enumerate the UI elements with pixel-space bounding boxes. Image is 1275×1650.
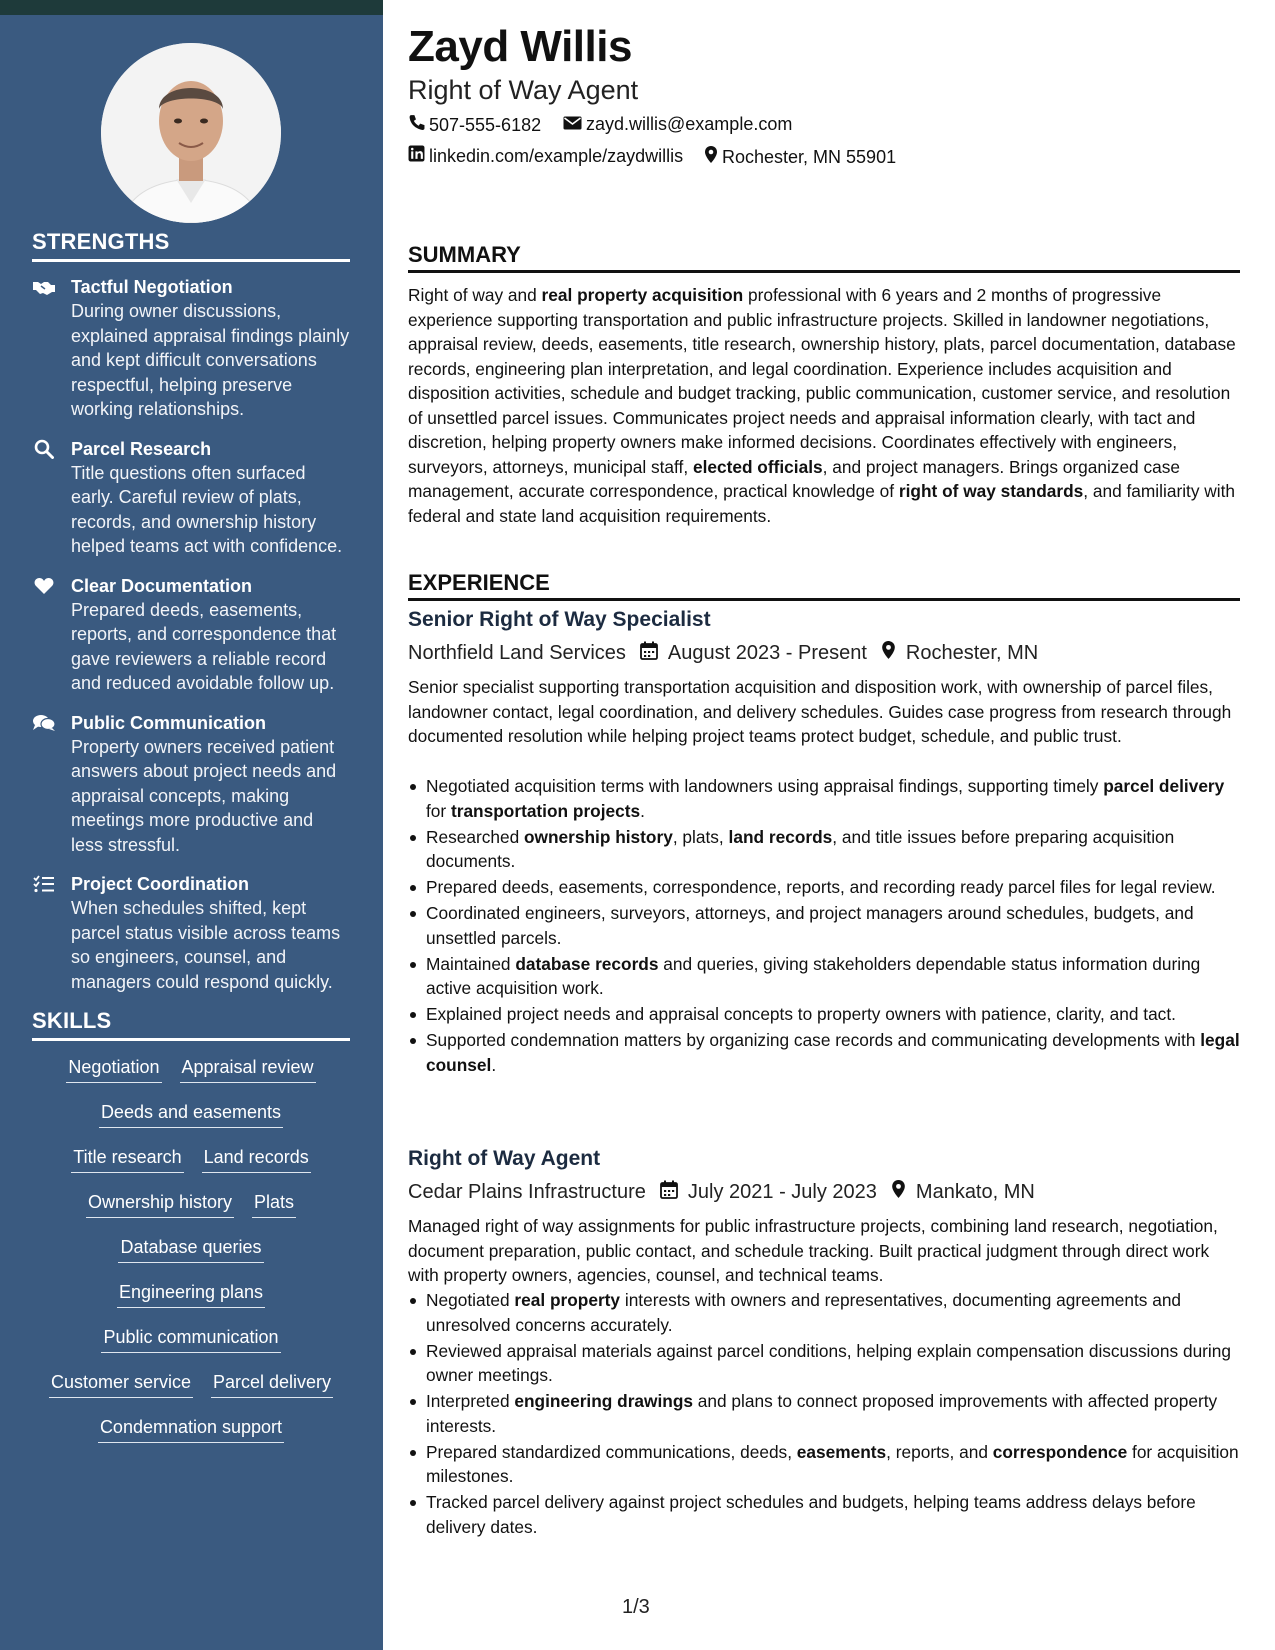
map-marker-icon [881,640,896,666]
contact-linkedin[interactable] [408,145,683,167]
strengths-heading: STRENGTHS [32,229,350,262]
skill-row [86,1190,296,1235]
strength-item [32,574,350,696]
skill-tag: Condemnation support [98,1415,284,1443]
calendar-icon [640,641,658,666]
skill-tag: Ownership history [86,1190,234,1218]
strength-description: Title questions often surfaced early. Careful review of plats, records, and ownership history helped teams act with confidence. [71,462,343,556]
strength-description: When schedules shifted, kept parcel status visible across teams so engineers, counsel, and managers could respond quickly. [71,898,341,992]
job-bullet: Prepared standardized communications, deeds, easements, reports, and correspondence for acquisition milestones. [408,1440,1240,1489]
sidebar-top-band [0,0,383,15]
skill-row [66,1055,315,1100]
heart-icon [32,575,56,597]
comments-icon [32,712,56,734]
skill-tag: Parcel delivery [211,1370,333,1398]
email-text: zayd.willis@example.com [586,114,793,134]
page-indicator: 1/3 [622,1596,650,1618]
job-location: Mankato, MN [915,1180,1035,1203]
contact-location [704,145,896,169]
strength-title: Clear Documentation [71,575,253,596]
skill-tag: Public communication [101,1325,280,1353]
job-title: Right of Way Agent [408,1147,601,1170]
job-bullet: Coordinated engineers, surveyors, attorneys, and project managers around schedules, budgets, and unsettled parcels. [408,901,1240,950]
job-bullet: Negotiated real property interests with owners and representatives, documenting agreements and unresolved concerns accurately. [408,1288,1240,1337]
skill-row [117,1280,265,1325]
strength-description: During owner discussions, explained appraisal findings plainly and kept difficult conversations respectful, helping preserve working relationships. [71,301,350,419]
strength-item [32,437,350,559]
linkedin-text: linkedin.com/example/zaydwillis [429,145,684,166]
skills-heading: SKILLS [32,1008,350,1041]
job-dates: July 2021 - July 2023 [687,1180,877,1203]
strength-item [32,275,350,422]
experience-heading: EXPERIENCE [408,570,1240,601]
summary-heading: SUMMARY [408,242,1240,273]
job-dates: August 2023 - Present [667,641,867,664]
job-meta [408,640,1038,666]
skill-tag: Engineering plans [117,1280,265,1308]
job-bullet: Reviewed appraisal materials against parcel conditions, helping explain compensation discussions during owner meetings. [408,1339,1240,1388]
map-marker-icon [704,145,718,169]
summary-text: Right of way and real property acquisition professional with 6 years and 2 months of progressive experience supporting transportation and public infrastructure projects. Skilled in landowner negotiations, appraisal review, deeds, easements, title research, ownership history, plats, parcel documentation, database records, engineering plan interpretation, and legal coordination. Experience includes acquisition and disposition activities, schedule and budget tracking, public communication, customer service, and resolution of unsettled parcel issues. Communicates project needs and appraisal information clearly, with tact and discretion, helping property owners make informed decisions. Coordinates effectively with engineers, surveyors, attorneys, municipal staff, elected officials, and project managers. Brings organized case management, accurate correspondence, practical knowledge of right of way standards, and familiarity with federal and state land acquisition requirements. [408,285,1236,526]
skills-list [32,1055,350,1460]
skill-tag: Title research [71,1145,183,1173]
skill-tag: Land records [202,1145,311,1173]
handshake-icon [32,276,56,298]
company-name: Cedar Plains Infrastructure [408,1180,646,1203]
skills-section [32,1008,350,1460]
phone-text: 507-555-6182 [429,114,542,135]
skill-tag: Appraisal review [180,1055,316,1083]
job-bullet: Interpreted engineering drawings and plans to connect proposed improvements with affected property interests. [408,1389,1240,1438]
envelope-icon [563,114,582,135]
company-name: Northfield Land Services [408,641,626,664]
skill-tag: Negotiation [66,1055,161,1083]
job-description: Senior specialist supporting transportation acquisition and disposition work, with ownership of parcel files, landowner contact, legal coordination, and delivery schedules. Guides case progress from research through documented resolution while helping project teams protect budget, schedule, and public trust. [408,677,1232,746]
map-marker-icon [891,1179,906,1205]
contact-phone[interactable] [408,114,541,136]
strengths-section [32,229,350,994]
strength-title: Tactful Negotiation [71,277,233,297]
job-meta [408,1179,1035,1205]
profile-photo [101,43,281,223]
job-location: Rochester, MN [905,641,1039,664]
skill-row [49,1370,333,1415]
job-bullet: Tracked parcel delivery against project schedules and budgets, helping teams address delays before delivery dates. [408,1490,1240,1539]
strength-title: Project Coordination [71,874,250,894]
job-bullet: Supported condemnation matters by organizing case records and communicating developments with legal counsel. [408,1028,1240,1077]
skill-row [118,1235,263,1280]
job-bullets [408,1288,1240,1541]
skill-row [101,1325,280,1370]
skill-row [71,1145,310,1190]
strength-title: Parcel Research [71,438,212,459]
skill-row [99,1100,283,1145]
skill-tag: Customer service [49,1370,193,1398]
strength-description: Property owners received patient answers about project needs and appraisal concepts, making meetings more productive and less stressful. [71,736,337,855]
job-bullet: Researched ownership history, plats, land records, and title issues before preparing acquisition documents. [408,825,1240,874]
contact-email[interactable] [563,114,792,135]
linkedin-icon [408,145,425,167]
skill-row [98,1415,284,1460]
job-description: Managed right of way assignments for public infrastructure projects, combining land research, negotiation, document preparation, public contact, and schedule tracking. Built practical judgment through direct work with property owners, agencies, counsel, and technical teams. [408,1216,1218,1285]
calendar-icon [660,1180,678,1205]
job-bullet: Negotiated acquisition terms with landowners using appraisal findings, supporting timely parcel delivery for transportation projects. [408,774,1240,823]
skill-tag: Deeds and easements [99,1100,283,1128]
strength-description: Prepared deeds, easements, reports, and correspondence that gave reviewers a reliable record and reduced avoidable follow up. [71,599,337,693]
tasks-icon [32,873,56,895]
job-bullets [408,774,1240,1079]
job-title: Senior Right of Way Specialist [408,608,711,631]
candidate-title: Right of Way Agent [408,75,639,105]
search-icon [32,438,56,460]
skill-tag: Database queries [118,1235,263,1263]
strength-item [32,872,350,994]
skill-tag: Plats [252,1190,296,1218]
job-bullet: Prepared deeds, easements, correspondence, reports, and recording ready parcel files for legal review. [408,875,1240,900]
strength-title: Public Communication [71,712,267,733]
sidebar [0,15,383,1650]
strength-item [32,711,350,858]
job-bullet: Explained project needs and appraisal concepts to property owners with patience, clarity, and tact. [408,1002,1240,1027]
location-text: Rochester, MN 55901 [722,146,897,167]
job-bullet: Maintained database records and queries, giving stakeholders dependable status information during active acquisition work. [408,952,1240,1001]
phone-icon [408,114,425,136]
candidate-name: Zayd Willis [408,22,632,71]
